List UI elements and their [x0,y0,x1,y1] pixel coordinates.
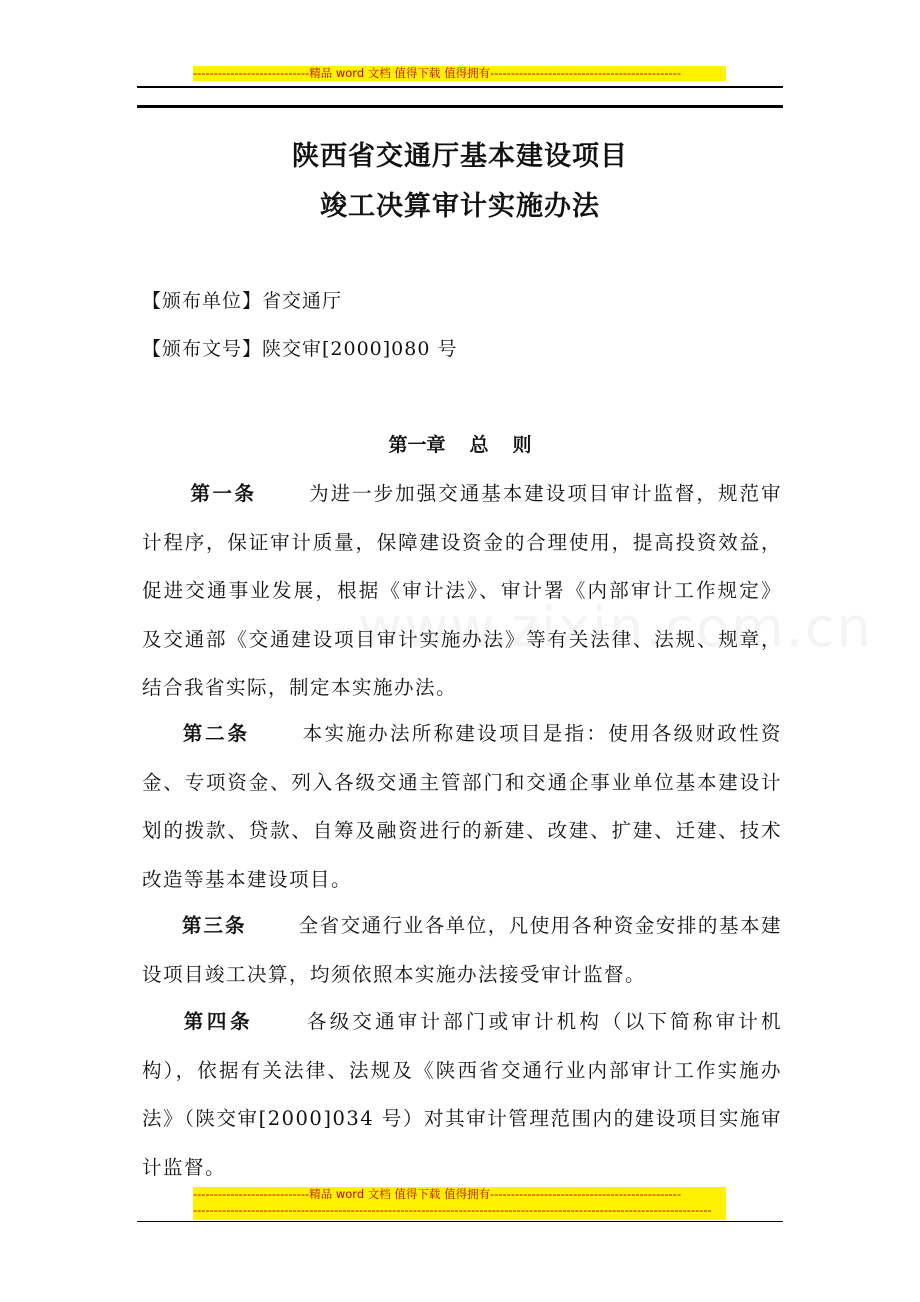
header-banner [193,66,726,81]
chapter-number: 第一章 [388,434,446,456]
article-text: 全省交通行业各单位，凡使用各种资金安排的基本建设项目竣工决算，均须依照本实施办法接受审计监督。 [142,914,782,986]
article-label: 第三条 [182,914,247,937]
article-label: 第四条 [182,1010,254,1033]
article-3 [142,902,782,999]
issuer-line: 【颁布单位】省交通厅 [142,290,343,312]
article-2 [142,710,782,904]
article-4 [142,998,782,1192]
article-label: 第二条 [182,722,250,745]
header-banner-text: ----------------------------精品 word 文档 值得下载 值得拥有---------------------------------------------- [193,66,681,80]
footer-banner [193,1187,726,1220]
article-text: 为进一步加强交通基本建设项目审计监督，规范审计程序，保证审计质量，保障建设资金的合理使用，提高投资效益，促进交通事业发展，根据《审计法》、审计署《内部审计工作规定》及交通部《交通建设项目审计实施办法》等有关法律、法规、规章，结合我省实际，制定本实施办法。 [142,482,782,699]
document-title-line1: 陕西省交通厅基本建设项目 [292,141,628,172]
article-label: 第一条 [190,482,257,505]
footer-rule [137,1221,783,1222]
chapter-title-char1: 总 [469,434,489,456]
article-text: 本实施办法所称建设项目是指：使用各级财政性资金、专项资金、列入各级交通主管部门和交通企事业单位基本建设计划的拨款、贷款、自筹及融资进行的新建、改建、扩建、迁建、技术改造等基本建设项目。 [142,722,782,891]
header-rule-thin [137,86,783,88]
doc-number-line: 【颁布文号】陕交审[2000]080 号 [142,338,458,360]
header-rule-thick [137,105,783,108]
article-text: 各级交通审计部门或审计机构（以下简称审计机构），依据有关法律、法规及《陕西省交通行业内部审计工作实施办法》（陕交审[2000]034 号）对其审计管理范围内的建设项目实施审计监督。 [142,1010,782,1179]
footer-banner-text: ----------------------------精品 word 文档 值得下载 值得拥有---------------------------------------------- [193,1187,681,1201]
document-title-line2: 竣工决算审计实施办法 [320,191,600,222]
chapter-title-char2: 则 [512,434,532,456]
article-1 [142,470,782,713]
footer-banner-dashes: ----------------------------------------------------------------------------------------------------------------------------- [193,1203,712,1217]
chapter-heading [0,430,920,457]
